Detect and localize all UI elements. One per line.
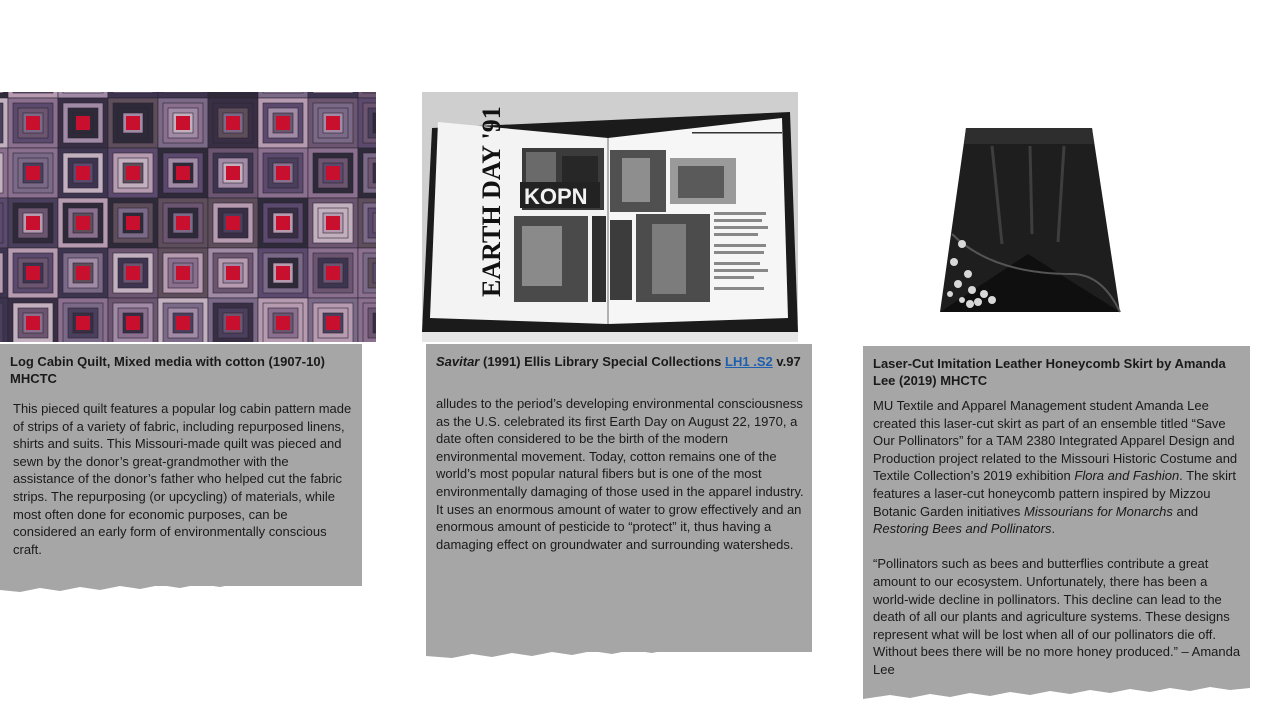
savitar-title-text: (1991) Ellis Library Special Collections — [479, 354, 726, 369]
initiative-monarchs: Missourians for Monarchs — [1024, 503, 1173, 519]
yearbook-photo — [422, 92, 798, 342]
book-heading: EARTH DAY '91 — [477, 106, 506, 297]
skirt-description — [873, 397, 1243, 696]
quilt-title: Log Cabin Quilt, Mixed media with cotton (1907-10) MHCTC — [10, 354, 325, 386]
savitar-title-volume: v.97 — [772, 354, 801, 369]
skirt-paragraph-2: “Pollinators such as bees and butterflies contribute a great amount to our ecosystem. Unfortunately, there has been a world-wide decline in pollinators. This decline can lead to the death of all our plants and agriculture systems. These designs represent what will be lost when all of our pollinators die off. Without bees there will be no more honey produced.” – Amanda Lee — [873, 556, 1241, 677]
skirt-p1-text-a: MU Textile and Apparel Management student Amanda Lee created this laser-cut skirt as part of an ensemble titled “Save Our Pollinators” for a TAM 2380 Integrated Apparel Design and Production project related to the Missouri Historic Costume and Textile Collection’s 2019 exhibition — [873, 398, 1238, 484]
call-number-link[interactable]: LH1 .S2 — [725, 354, 773, 369]
skirt-p1-text-d: . — [1051, 521, 1056, 537]
quilt-caption-card — [0, 344, 362, 586]
savitar-caption-card — [426, 344, 812, 652]
initiative-bees: Restoring Bees and Pollinators — [873, 521, 1052, 537]
quilt-body-text: This pieced quilt features a popular log cabin pattern made of strips of a variety of fabric, including repurposed linens, shirts and suits. This Missouri-made quilt was pieced and sewn by the donor’s great-grandmother with the assistance of the donor’s father who helped cut the fabric strips. The repurposing (or upcycling) of materials, while most often done for economic purposes, can be considered an early form of environmentally conscious craft. — [13, 401, 352, 557]
skirt-title: Laser-Cut Imitation Leather Honeycomb Skirt by Amanda Lee (2019) MHCTC — [873, 356, 1226, 388]
skirt-p1-text-b: . The skirt features a laser-cut honeycomb pattern inspired by Mizzou Botanic Garden initiatives — [873, 468, 1237, 519]
savitar-title — [436, 353, 806, 370]
skirt-paragraph-1 — [873, 397, 1243, 538]
skirt-photo — [932, 124, 1128, 320]
skirt-p1-text-c: and — [1172, 503, 1199, 519]
book-sign: KOPN — [524, 184, 588, 209]
savitar-body-text: alludes to the period’s developing environmental consciousness as the U.S. celebrated its first Earth Day on August 22, 1970, a date often considered to be the birth of the modern environmental movement. Today, cotton remains one of the world’s most popular natural fibers but is one of the most environmentally damaging of those used in the apparel industry. It uses an enormous amount of water to grow effectively and an enormous amount of pesticide to “protect” it, thus having a damaging effect on groundwater and surrounding watersheds. — [436, 396, 804, 552]
quilt-description — [13, 400, 353, 576]
exhibition-title: Flora and Fashion — [1074, 468, 1180, 484]
quilt-photo — [0, 92, 376, 342]
savitar-description — [436, 395, 806, 571]
skirt-caption-card — [863, 346, 1250, 686]
savitar-title-italic: Savitar — [436, 354, 480, 369]
